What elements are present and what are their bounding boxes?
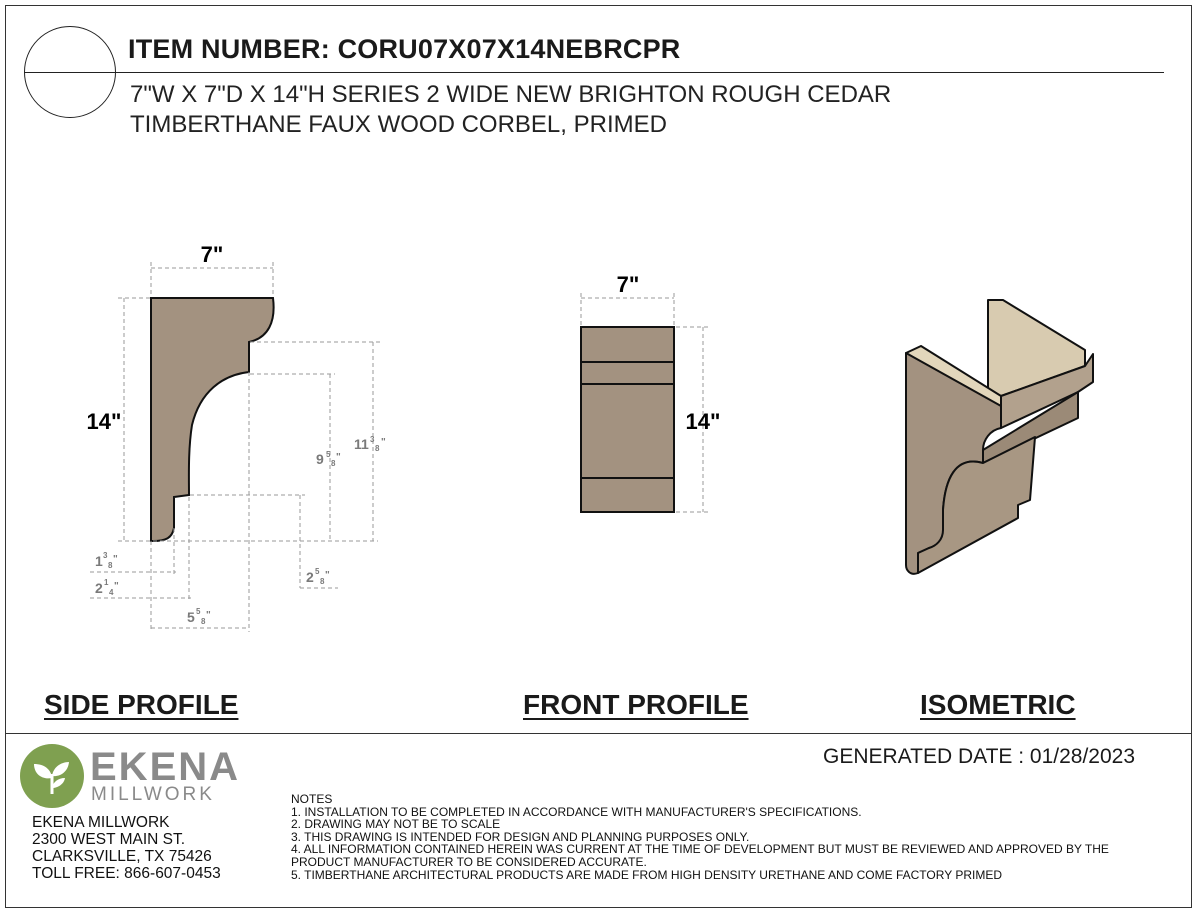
svg-text:3: 3: [370, 435, 375, 444]
front-profile-label: FRONT PROFILE: [523, 689, 749, 720]
company-logo-sub: MILLWORK: [91, 784, 215, 805]
svg-text:": ": [325, 570, 330, 581]
svg-text:1: 1: [104, 578, 109, 587]
front-height-dim: 14": [685, 409, 721, 434]
dim-2-1-4: [95, 578, 119, 597]
item-number: ITEM NUMBER: CORU07X07X14NEBRCPR: [128, 34, 681, 64]
leaf-icon: [20, 744, 84, 808]
notes-block: [291, 793, 1109, 881]
company-street: 2300 WEST MAIN ST.: [32, 831, 186, 848]
front-profile-drawing: [581, 272, 720, 512]
svg-text:": ": [114, 581, 119, 592]
note-item: 5. TIMBERTHANE ARCHITECTURAL PRODUCTS ARE MADE FROM HIGH DENSITY URETHANE AND COME FACTORY PRIMED: [291, 867, 1002, 882]
isometric-label: ISOMETRIC: [920, 689, 1076, 720]
svg-text:8: 8: [331, 459, 336, 468]
dim-9-5-8: [316, 450, 341, 468]
front-width-dim: 7": [616, 272, 640, 297]
generated-date: GENERATED DATE : 01/28/2023: [823, 745, 1136, 768]
svg-text:": ": [113, 554, 118, 565]
company-city: CLARKSVILLE, TX 75426: [32, 848, 212, 865]
svg-text:2: 2: [306, 569, 314, 585]
note-item: 3. THIS DRAWING IS INTENDED FOR DESIGN AND PLANNING PURPOSES ONLY.: [291, 829, 750, 844]
isometric-drawing: [906, 300, 1093, 574]
footer-divider: [5, 733, 1192, 734]
company-logo-name: EKENA: [90, 745, 241, 789]
svg-text:8: 8: [201, 617, 206, 626]
side-width-dim: 7": [200, 242, 224, 267]
svg-text:": ": [206, 610, 211, 621]
svg-text:9: 9: [316, 451, 324, 467]
svg-text:": ": [381, 437, 386, 448]
svg-text:2: 2: [95, 580, 103, 596]
svg-text:8: 8: [108, 561, 113, 570]
side-profile-label: SIDE PROFILE: [44, 689, 239, 720]
svg-text:5: 5: [326, 450, 331, 459]
svg-text:1: 1: [95, 553, 103, 569]
notes-title: NOTES: [291, 792, 333, 806]
note-item: 4. ALL INFORMATION CONTAINED HEREIN WAS CURRENT AT THE TIME OF DEVELOPMENT BUT MUST BE REVIEWED AND APPROVED BY THE: [291, 842, 1109, 857]
description-line-1: 7"W X 7"D X 14"H SERIES 2 WIDE NEW BRIGHTON ROUGH CEDAR: [130, 81, 892, 108]
dim-1-3-8: [95, 551, 118, 570]
svg-text:8: 8: [320, 577, 325, 586]
front-profile-shape: [581, 327, 674, 512]
svg-text:3: 3: [103, 551, 108, 560]
svg-text:4: 4: [109, 588, 114, 597]
svg-text:5: 5: [315, 567, 320, 576]
dim-2-5-8: [306, 567, 330, 586]
note-item: 2. DRAWING MAY NOT BE TO SCALE: [291, 817, 501, 832]
svg-text:8: 8: [375, 444, 380, 453]
svg-text:": ": [336, 452, 341, 463]
company-phone: TOLL FREE: 866-607-0453: [32, 865, 221, 882]
description-line-2: TIMBERTHANE FAUX WOOD CORBEL, PRIMED: [130, 111, 667, 138]
side-profile-drawing: [87, 242, 386, 632]
svg-text:5: 5: [196, 607, 201, 616]
company-name: EKENA MILLWORK: [32, 814, 170, 831]
svg-text:11: 11: [354, 436, 369, 452]
dim-11-3-8: [354, 435, 386, 453]
svg-text:5: 5: [187, 609, 195, 625]
side-height-dim: 14": [86, 409, 122, 434]
dim-5-5-8: [187, 607, 211, 626]
side-profile-shape: [151, 298, 274, 541]
note-item: PRODUCT MANUFACTURER TO BE CONSIDERED ACCURATE.: [291, 854, 647, 869]
note-item: 1. INSTALLATION TO BE COMPLETED IN ACCORDANCE WITH MANUFACTURER'S SPECIFICATIONS.: [291, 804, 862, 819]
